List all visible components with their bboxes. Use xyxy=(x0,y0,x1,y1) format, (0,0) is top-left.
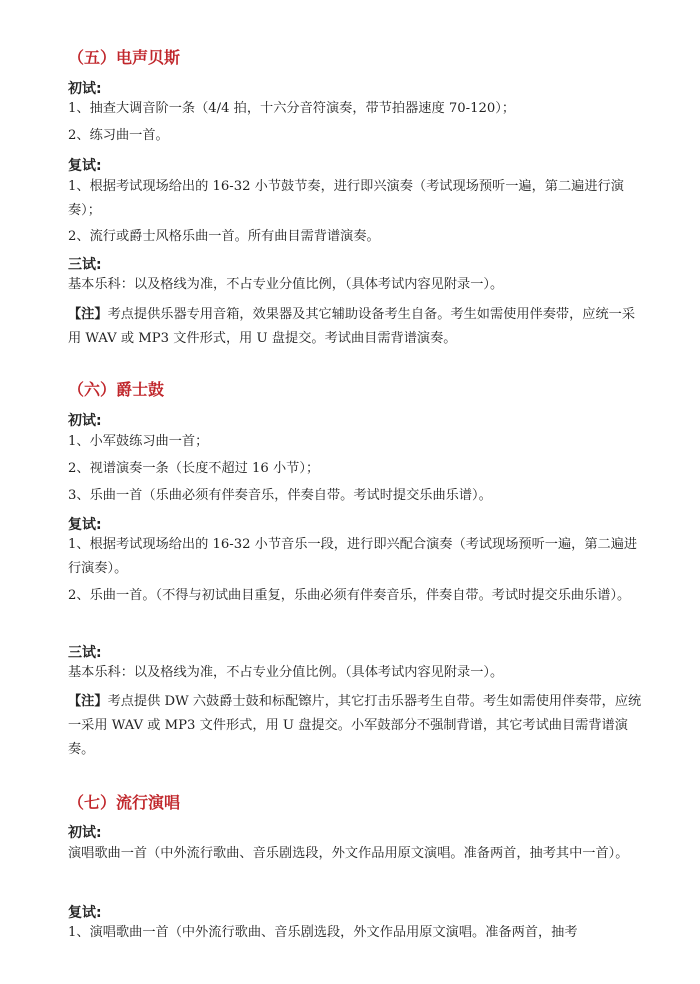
list-item: 2、流行或爵士风格乐曲一首。所有曲目需背谱演奏。 xyxy=(68,229,380,244)
note-paragraph xyxy=(68,303,648,351)
subheading-initial-exam: 初试: xyxy=(68,413,102,429)
subheading-second-exam: 复试: xyxy=(68,158,102,174)
note-text: 考点提供 DW 六鼓爵士鼓和标配镲片，其它打击乐器考生自带。考生如需使用伴奏带，应统一采用 WAV 或 MP3 文件形式，用 U 盘提交。小军鼓部分不强制背谱，其它考试曲目需背谱演奏。 xyxy=(68,694,642,757)
note-paragraph xyxy=(68,690,648,762)
list-item: 2、练习曲一首。 xyxy=(68,128,169,143)
list-item: 1、演唱歌曲一首（中外流行歌曲、音乐剧选段，外文作品用原文演唱。准备两首，抽考 xyxy=(68,925,578,940)
subheading-second-exam: 复试: xyxy=(68,517,102,533)
note-label: 【注】 xyxy=(68,307,108,322)
section-title-jazz-drums: （六）爵士鼓 xyxy=(68,380,165,399)
section-title-bass: （五）电声贝斯 xyxy=(68,48,181,67)
subheading-third-exam: 三试: xyxy=(68,645,102,661)
basic-theory-text: 基本乐科：以及格线为准，不占专业分值比例。（具体考试内容见附录一）。 xyxy=(68,665,504,680)
list-item: 1、根据考试现场给出的 16-32 小节鼓节奏，进行即兴演奏（考试现场预听一遍，第二遍进行演奏）； xyxy=(68,179,624,218)
note-label: 【注】 xyxy=(68,694,108,709)
subheading-third-exam: 三试: xyxy=(68,257,102,273)
list-item: 1、抽查大调音阶一条（4/4 拍，十六分音符演奏，带节拍器速度 70-120）； xyxy=(68,101,516,116)
subheading-initial-exam: 初试: xyxy=(68,81,102,97)
list-item: 2、视谱演奏一条（长度不超过 16 小节）； xyxy=(68,461,320,476)
section-title-pop-vocal: （七）流行演唱 xyxy=(68,793,181,812)
list-item: 1、根据考试现场给出的 16-32 小节音乐一段，进行即兴配合演奏（考试现场预听一遍，第二遍进行演奏）。 xyxy=(68,537,638,576)
basic-theory-text: 基本乐科：以及格线为准，不占专业分值比例，（具体考试内容见附录一）。 xyxy=(68,277,504,292)
note-text: 考点提供乐器专用音箱，效果器及其它辅助设备考生自备。考生如需使用伴奏带，应统一采用 WAV 或 MP3 文件形式，用 U 盘提交。考试曲目需背谱演奏。 xyxy=(68,307,636,346)
list-item: 2、乐曲一首。（不得与初试曲目重复，乐曲必须有伴奏音乐，伴奏自带。考试时提交乐曲乐谱）。 xyxy=(68,588,631,603)
subheading-initial-exam: 初试: xyxy=(68,825,102,841)
subheading-second-exam: 复试: xyxy=(68,905,102,921)
list-item: 1、小军鼓练习曲一首； xyxy=(68,434,209,449)
initial-exam-text: 演唱歌曲一首（中外流行歌曲、音乐剧选段，外文作品用原文演唱。准备两首，抽考其中一首）。 xyxy=(68,846,629,861)
list-item: 3、乐曲一首（乐曲必须有伴奏音乐，伴奏自带。考试时提交乐曲乐谱）。 xyxy=(68,488,492,503)
